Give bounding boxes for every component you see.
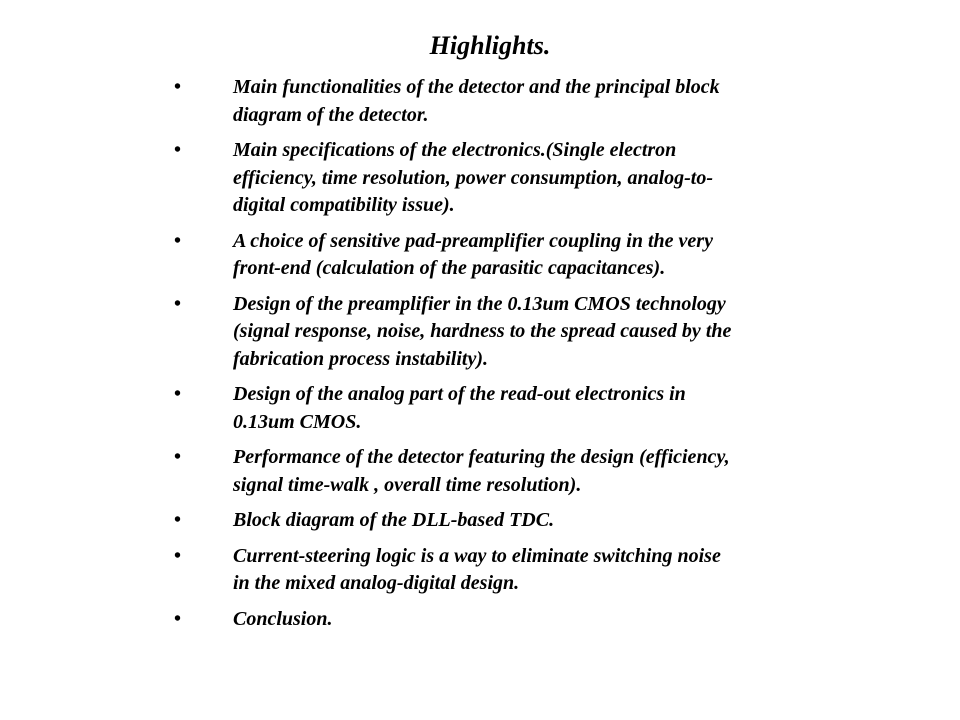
bullet-text: Design of the preamplifier in the 0.13um CMOS technology (signal response, noise, hardness to the spread caused by the fabrication process instability). xyxy=(233,292,732,370)
bullet-text: Main specifications of the electronics.(Single electron efficiency, time resolution, power consumption, analog-to- digital compatibility issue). xyxy=(233,139,713,216)
bullet-text: Main functionalities of the detector and the principal block diagram of the detector. xyxy=(233,76,720,126)
bullet-item xyxy=(0,228,838,283)
bullet-icon: • xyxy=(174,139,182,161)
slide-title: Highlights. xyxy=(429,31,551,60)
bullet-text: Block diagram of the DLL-based TDC. xyxy=(233,509,555,531)
bullet-item xyxy=(0,543,838,598)
bullet-text: Conclusion. xyxy=(233,607,333,630)
bullet-item xyxy=(0,507,838,535)
bullet-icon: • xyxy=(174,229,182,252)
bullet-item xyxy=(0,74,838,129)
bullet-icon: • xyxy=(174,446,182,468)
bullet-item xyxy=(0,606,838,634)
bullet-text: Performance of the detector featuring the design (efficiency, signal time-walk , overall time resolution). xyxy=(233,446,730,496)
bullet-item xyxy=(0,291,838,374)
bullet-icon: • xyxy=(174,292,182,315)
bullet-icon: • xyxy=(174,607,182,630)
bullet-icon: • xyxy=(174,509,182,531)
bullet-text: Design of the analog part of the read-out electronics in 0.13um CMOS. xyxy=(233,383,686,433)
bullet-item xyxy=(0,137,838,220)
bullet-icon: • xyxy=(174,383,182,405)
bullet-item xyxy=(0,381,838,436)
bullet-list xyxy=(0,74,960,641)
bullet-icon: • xyxy=(174,76,182,98)
bullet-text: Current-steering logic is a way to eliminate switching noise in the mixed analog-digital design. xyxy=(233,544,721,594)
bullet-icon: • xyxy=(174,544,182,567)
bullet-text: A choice of sensitive pad-preamplifier coupling in the very front-end (calculation of the parasitic capacitances). xyxy=(233,229,713,279)
bullet-item xyxy=(0,444,838,499)
